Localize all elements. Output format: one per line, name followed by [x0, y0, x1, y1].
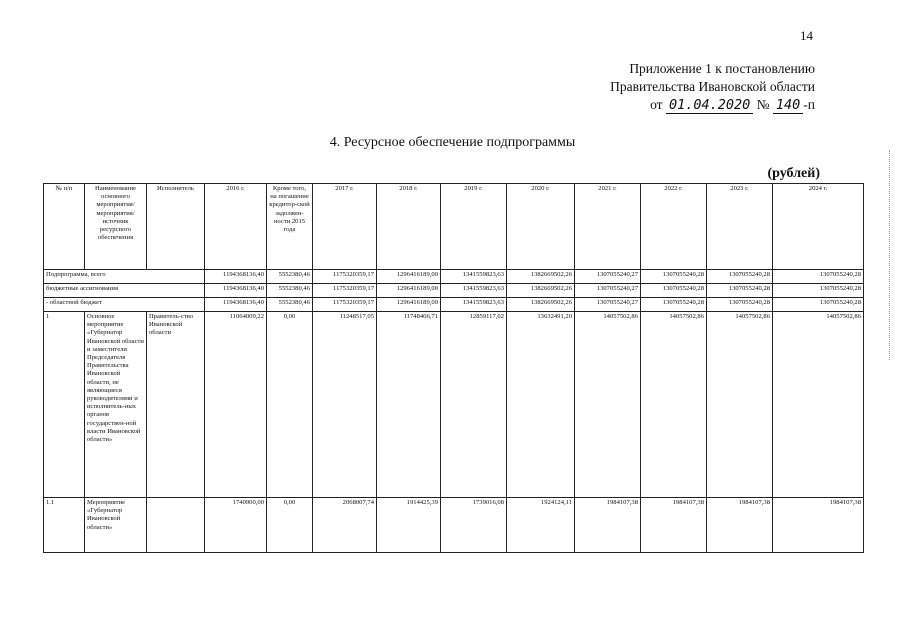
row-value: 1194368136,40	[205, 298, 267, 312]
table-row	[44, 298, 864, 312]
table-row	[44, 284, 864, 298]
number-suffix: -п	[803, 97, 815, 112]
row-value: 0,00	[267, 498, 313, 553]
row-executor: Правитель-ство Ивановской области	[147, 312, 205, 498]
row-num: 1	[44, 312, 85, 498]
row-value: 14057502,86	[707, 312, 773, 498]
row-value: 1307055240,28	[707, 270, 773, 284]
resource-table	[43, 183, 864, 553]
table-row	[44, 498, 864, 553]
row-value: 1984107,38	[773, 498, 864, 553]
row-value: 1194368136,40	[205, 270, 267, 284]
header-2024: 2024 г.	[773, 184, 864, 270]
row-value: 1984107,38	[707, 498, 773, 553]
table-row	[44, 270, 864, 284]
header-num: № п/п	[44, 184, 85, 270]
row-value: 1382669502,26	[507, 284, 575, 298]
row-value: 1307055240,28	[707, 298, 773, 312]
row-value: 14057502,86	[641, 312, 707, 498]
row-value: 1296416189,00	[377, 270, 441, 284]
row-value: 1739016,08	[441, 498, 507, 553]
row-value: 1382669502,26	[507, 298, 575, 312]
row-value: 12859117,02	[441, 312, 507, 498]
row-value: 0,00	[267, 312, 313, 498]
row-value: 1175320359,17	[313, 270, 377, 284]
row-value: 14057502,86	[773, 312, 864, 498]
row-value: 1175320359,17	[313, 284, 377, 298]
row-value: 1296416189,00	[377, 298, 441, 312]
row-value: 1341559823,63	[441, 298, 507, 312]
date-prefix: от	[650, 97, 663, 112]
row-value: 11248517,05	[313, 312, 377, 498]
page-number: 14	[800, 28, 813, 43]
row-value: 1984107,38	[575, 498, 641, 553]
row-value: 1194368136,40	[205, 284, 267, 298]
row-value: 5552380,46	[267, 284, 313, 298]
row-value: 13632491,20	[507, 312, 575, 498]
header-2017: 2017 г.	[313, 184, 377, 270]
header-2022: 2022 г.	[641, 184, 707, 270]
title-text: 4. Ресурсное обеспечение подпрограммы	[329, 135, 576, 150]
header-2021: 2021 г.	[575, 184, 641, 270]
scan-margin-mark	[889, 150, 891, 360]
row-num: 1.1	[44, 498, 85, 553]
row-value: 1341559823,63	[441, 284, 507, 298]
table-row	[44, 312, 864, 498]
row-value: 14057502,86	[575, 312, 641, 498]
row-value: 1307055240,28	[641, 298, 707, 312]
header-2018: 2018 г.	[377, 184, 441, 270]
row-value: 1307055240,27	[575, 270, 641, 284]
date-value: 01.04.2020	[666, 97, 753, 114]
row-value: 1914425,39	[377, 498, 441, 553]
number-value: 140	[773, 97, 803, 114]
row-value: 5552380,46	[267, 270, 313, 284]
row-value: 1382669502,26	[507, 270, 575, 284]
row-value: 1307055240,27	[575, 284, 641, 298]
row-value: 1307055240,28	[707, 284, 773, 298]
appendix-line-3	[610, 96, 815, 114]
header-name: Наименование основного мероприятия/ мероприятия/ источник ресурсного обеспечения	[85, 184, 147, 270]
row-value: 11064009,22	[205, 312, 267, 498]
row-value: 1341559823,63	[441, 270, 507, 284]
header-executor: Исполнитель	[147, 184, 205, 270]
row-executor	[147, 498, 205, 553]
header-2020: 2020 г.	[507, 184, 575, 270]
row-value: 1307055240,28	[773, 270, 864, 284]
row-label: Подпрограмма, всего	[44, 270, 205, 284]
row-value: 1307055240,28	[773, 284, 864, 298]
row-value: 1307055240,28	[773, 298, 864, 312]
appendix-line-2: Правительства Ивановской области	[610, 79, 815, 94]
number-prefix: №	[756, 97, 770, 112]
header-2019: 2019 г.	[441, 184, 507, 270]
row-value: 5552380,46	[267, 298, 313, 312]
header-2016: 2016 г.	[205, 184, 267, 270]
header-2023: 2023 г.	[707, 184, 773, 270]
table-header-row	[44, 184, 864, 270]
row-name: Мероприятие «Губернатор Ивановской области»	[85, 498, 147, 553]
header-extra: Кроме того, на погашение кредитор-ской задолжен-ности 2015 года	[267, 184, 313, 270]
appendix-line-1: Приложение 1 к постановлению	[629, 61, 815, 76]
appendix-header	[610, 60, 815, 114]
row-value: 1307055240,28	[641, 284, 707, 298]
row-value: 1740900,00	[205, 498, 267, 553]
row-value: 1307055240,27	[575, 298, 641, 312]
unit-label: (рублей)	[767, 166, 820, 181]
row-name: Основное мероприятие «Губернатор Ивановской области и заместители Председателя Правительства Ивановской области, не являющиеся руководителями и исполнитель-ных органов государствен-ной власти Ивановской области»	[85, 312, 147, 498]
row-value: 2068007,74	[313, 498, 377, 553]
row-value: 1296416189,00	[377, 284, 441, 298]
row-value: 11748466,71	[377, 312, 441, 498]
row-value: 1175320359,17	[313, 298, 377, 312]
page-title	[0, 135, 905, 151]
row-value: 1924124,11	[507, 498, 575, 553]
row-value: 1307055240,28	[641, 270, 707, 284]
row-value: 1984107,38	[641, 498, 707, 553]
row-label: бюджетные ассигнования	[44, 284, 205, 298]
row-label: - областной бюджет	[44, 298, 205, 312]
